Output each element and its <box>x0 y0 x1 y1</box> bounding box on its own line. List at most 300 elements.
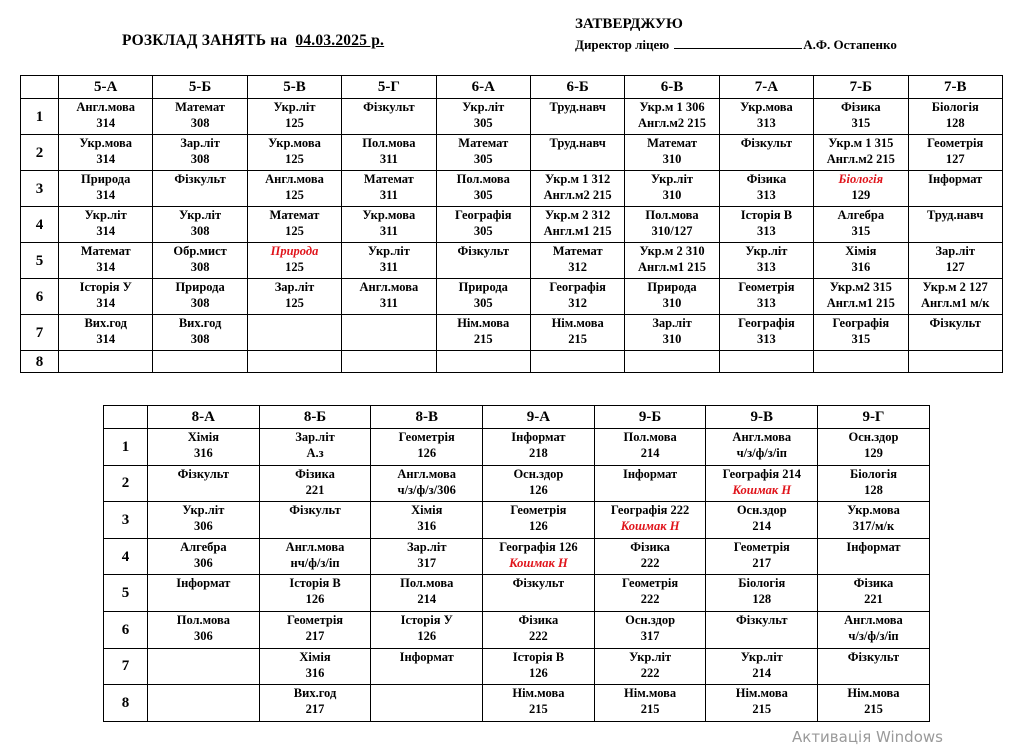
room-text: 308 <box>190 260 210 274</box>
lesson-cell <box>59 207 153 243</box>
room-text: 221 <box>305 482 325 497</box>
class-header: 7-Б <box>814 76 908 99</box>
lesson-row <box>21 135 1003 171</box>
lesson-cell <box>706 465 818 502</box>
subject-text: Укр.м 1 312 <box>545 172 611 186</box>
lesson-cell <box>259 538 371 575</box>
subject-text: Інформат <box>176 576 231 591</box>
subject-text: Зар.літ <box>274 280 315 294</box>
approval-signature-line <box>575 37 897 53</box>
room-text: 222 <box>640 665 660 680</box>
room-text: 313 <box>757 116 776 130</box>
room-text: 317 <box>640 628 660 643</box>
class-header: 9-А <box>483 406 595 429</box>
room-text: Англ.м1 215 <box>826 296 895 310</box>
subject-text: Фізкульт <box>512 576 565 591</box>
room-text: 129 <box>864 446 883 460</box>
subject-text: Біологія <box>738 576 786 591</box>
lesson-row <box>104 538 930 575</box>
room-text: 126 <box>529 519 548 534</box>
room-text: 126 <box>417 628 437 643</box>
lesson-cell <box>483 465 595 502</box>
subject-text: Пол.мова <box>176 612 230 627</box>
room-text: 316 <box>417 519 437 534</box>
class-header: 6-В <box>625 76 719 99</box>
room-text: 125 <box>285 116 304 130</box>
subject-text: Пол.мова <box>362 136 416 150</box>
lesson-cell <box>247 207 341 243</box>
room-text: 125 <box>285 260 304 274</box>
subject-text: Фізкульт <box>736 612 788 627</box>
class-header: 6-А <box>436 76 530 99</box>
lesson-cell <box>706 611 818 648</box>
lesson-number: 8 <box>21 351 59 373</box>
subject-text: Вих.год <box>293 686 337 701</box>
lesson-number: 2 <box>104 465 148 502</box>
lesson-number: 5 <box>104 575 148 612</box>
lesson-cell <box>483 429 595 466</box>
room-text: 215 <box>568 332 588 346</box>
subject-text: Укр.мова <box>740 100 793 114</box>
room-text: 126 <box>417 446 437 460</box>
lesson-cell <box>625 243 719 279</box>
subject-text: Осн.здор <box>848 430 899 444</box>
lesson-cell <box>59 279 153 315</box>
lesson-cell <box>483 685 595 722</box>
lesson-cell <box>247 135 341 171</box>
lesson-row <box>21 207 1003 243</box>
subject-text: Хімія <box>187 430 219 444</box>
lesson-number: 7 <box>104 648 148 685</box>
page-title <box>122 32 384 50</box>
lesson-cell <box>818 465 930 502</box>
subject-text: Нім.мова <box>457 316 510 330</box>
room-text: 308 <box>190 152 210 166</box>
subject-text: Укр.літ <box>651 172 694 186</box>
subject-text: Геометрія <box>927 136 984 150</box>
lesson-cell <box>153 351 247 373</box>
lesson-row <box>104 429 930 466</box>
lesson-cell <box>247 171 341 207</box>
lesson-cell <box>594 429 706 466</box>
lesson-cell <box>719 315 813 351</box>
lesson-cell <box>371 502 483 539</box>
room-text: 214 <box>752 665 772 680</box>
lesson-cell <box>371 538 483 575</box>
room-text: 308 <box>190 332 210 346</box>
subject-text: Інформат <box>622 466 678 481</box>
lesson-cell <box>719 279 813 315</box>
room-text: 311 <box>379 224 398 238</box>
room-text: ч/з/ф/з/іп <box>848 628 899 643</box>
class-header: 5-Г <box>342 76 436 99</box>
lesson-cell <box>530 243 624 279</box>
director-name: А.Ф. Остапенко <box>803 37 897 52</box>
room-text: 308 <box>190 296 210 310</box>
subject-text: Історія В <box>512 649 565 664</box>
subject-text: Географія <box>454 208 512 222</box>
lesson-cell <box>818 685 930 722</box>
lesson-cell <box>342 207 436 243</box>
lesson-cell <box>818 648 930 685</box>
room-text: 215 <box>473 332 493 346</box>
subject-text: Геометрія <box>733 539 790 554</box>
lesson-cell <box>247 243 341 279</box>
subject-text: Фізика <box>630 539 670 554</box>
room-text: 314 <box>96 224 116 238</box>
lesson-row <box>21 315 1003 351</box>
subject-text: Біологія <box>931 100 979 114</box>
room-text: 215 <box>752 702 772 717</box>
subject-text: Англ.мова <box>285 539 345 554</box>
lesson-cell <box>594 611 706 648</box>
lesson-row <box>104 575 930 612</box>
lesson-cell <box>436 135 530 171</box>
subject-text: Нім.мова <box>512 686 565 701</box>
subject-text: Геометрія <box>286 612 344 627</box>
lesson-cell <box>148 538 260 575</box>
lesson-cell <box>148 685 260 722</box>
lesson-cell <box>530 279 624 315</box>
subject-text: Англ.мова <box>265 172 324 186</box>
teacher-note: Кошмак Н <box>732 482 792 497</box>
lesson-cell <box>436 315 530 351</box>
teacher-note: Кошмак Н <box>509 555 568 570</box>
lesson-cell <box>594 502 706 539</box>
lesson-cell <box>153 315 247 351</box>
room-text: 222 <box>529 628 548 643</box>
subject-text: Укр.мова <box>268 136 321 150</box>
lesson-cell <box>814 207 908 243</box>
subject-text: Математ <box>647 136 697 150</box>
class-header: 5-А <box>59 76 153 99</box>
lesson-cell <box>59 243 153 279</box>
lesson-cell <box>153 171 247 207</box>
subject-text: Англ.мова <box>76 100 136 114</box>
room-text: 317/м/к <box>852 519 895 534</box>
subject-text: Укр.мова <box>847 503 900 518</box>
room-text: 125 <box>285 296 304 310</box>
lesson-number: 7 <box>21 315 59 351</box>
lesson-cell <box>342 243 436 279</box>
lesson-cell <box>436 243 530 279</box>
lesson-cell <box>148 502 260 539</box>
subject-text: Укр.літ <box>367 244 410 258</box>
lesson-cell <box>259 502 371 539</box>
subject-text: Історія В <box>740 208 793 222</box>
lesson-cell <box>908 99 1002 135</box>
subject-text: Укр.літ <box>182 503 225 518</box>
class-header: 9-В <box>706 406 818 429</box>
room-text: 215 <box>864 702 883 717</box>
lesson-cell <box>483 575 595 612</box>
subject-text: Зар.літ <box>295 430 335 444</box>
room-text: 305 <box>473 152 493 166</box>
lesson-cell <box>59 171 153 207</box>
schedule-date: 04.03.2025 р. <box>295 32 385 49</box>
room-text: 311 <box>379 152 398 166</box>
room-text: 312 <box>568 296 588 310</box>
lesson-number: 4 <box>104 538 148 575</box>
subject-text: Зар.літ <box>652 316 692 330</box>
subject-text: Хімія <box>845 244 877 258</box>
lesson-row <box>104 502 930 539</box>
class-header: 6-Б <box>530 76 624 99</box>
subject-text: Інформат <box>511 430 566 444</box>
room-text: 316 <box>851 260 871 274</box>
lesson-cell <box>818 502 930 539</box>
lesson-cell <box>530 135 624 171</box>
lesson-cell <box>148 429 260 466</box>
subject-text: Укр.літ <box>745 244 788 258</box>
lesson-cell <box>625 315 719 351</box>
subject-text: Математ <box>175 100 226 114</box>
lesson-cell <box>594 685 706 722</box>
lesson-cell <box>259 575 371 612</box>
lesson-cell <box>719 135 813 171</box>
subject-text: Укр.м 2 312 <box>545 208 611 222</box>
subject-text: Хімія <box>411 503 443 518</box>
subject-text: Математ <box>458 136 509 150</box>
subject-text: Природа <box>81 172 131 186</box>
lesson-cell <box>483 502 595 539</box>
room-text: 126 <box>305 592 325 607</box>
subject-text: Зар.літ <box>406 539 447 554</box>
lesson-cell <box>148 611 260 648</box>
room-text: 127 <box>945 260 965 274</box>
class-header: 5-В <box>247 76 341 99</box>
lesson-cell <box>706 502 818 539</box>
lesson-number: 3 <box>104 502 148 539</box>
room-text: 316 <box>305 665 325 680</box>
lesson-cell <box>436 351 530 373</box>
subject-text: Укр.літ <box>462 100 505 114</box>
room-text: 314 <box>96 296 116 310</box>
room-text: 315 <box>851 116 871 130</box>
room-text: 316 <box>193 446 213 460</box>
room-text: 317 <box>417 555 437 570</box>
lesson-cell <box>436 279 530 315</box>
lesson-cell <box>908 351 1002 373</box>
subject-text: Алгебра <box>837 208 885 222</box>
lesson-cell <box>247 315 341 351</box>
class-header: 7-В <box>908 76 1002 99</box>
subject-text: Пол.мова <box>645 208 699 222</box>
lesson-cell <box>342 315 436 351</box>
room-text: 314 <box>96 260 116 274</box>
windows-activation-watermark: Активація Windows <box>792 728 943 746</box>
class-header: 8-Б <box>259 406 371 429</box>
lesson-row <box>104 685 930 722</box>
lesson-cell <box>594 575 706 612</box>
lesson-cell <box>342 279 436 315</box>
lesson-row <box>104 611 930 648</box>
subject-text: Інформат <box>399 649 454 664</box>
room-text: 305 <box>473 188 493 202</box>
subject-text: Англ.мова <box>844 612 903 627</box>
room-text: 310 <box>662 296 682 310</box>
lesson-cell <box>719 243 813 279</box>
room-text: 305 <box>473 116 493 130</box>
subject-text: Зар.літ <box>180 136 220 150</box>
room-text: 311 <box>379 296 398 310</box>
lesson-cell <box>342 171 436 207</box>
room-text: Англ.м2 215 <box>826 152 895 166</box>
lesson-cell <box>371 429 483 466</box>
lesson-cell <box>436 99 530 135</box>
lesson-cell <box>594 648 706 685</box>
room-text: 313 <box>757 296 776 310</box>
subject-text: Пол.мова <box>456 172 510 186</box>
room-text: 222 <box>640 555 660 570</box>
lesson-cell <box>530 207 624 243</box>
title-text: РОЗКЛАД ЗАНЯТЬ на <box>122 32 288 49</box>
room-text: ч/з/ф/з/іп <box>736 446 787 460</box>
lesson-cell <box>719 171 813 207</box>
subject-text: Геометрія <box>398 430 455 444</box>
approval-heading: ЗАТВЕРДЖУЮ <box>575 16 683 32</box>
lesson-row <box>21 171 1003 207</box>
class-header: 5-Б <box>153 76 247 99</box>
room-text: 315 <box>851 224 871 238</box>
room-text: 214 <box>752 519 772 534</box>
subject-text: Укр.м 1 315 <box>828 136 894 150</box>
lesson-cell <box>371 611 483 648</box>
lesson-cell <box>625 171 719 207</box>
room-text: 128 <box>864 482 883 497</box>
subject-text: Пол.мова <box>623 430 677 444</box>
subject-text: Фізкульт <box>847 649 900 664</box>
room-text: 221 <box>864 592 883 607</box>
lesson-number: 6 <box>104 611 148 648</box>
subject-text: Укр.літ <box>629 649 672 664</box>
class-header: 7-А <box>719 76 813 99</box>
lesson-cell <box>59 99 153 135</box>
subject-text: Труд.навч <box>549 100 606 114</box>
lesson-cell <box>247 279 341 315</box>
subject-text: Геометрія <box>510 503 567 518</box>
subject-text: Фізкульт <box>177 466 230 481</box>
room-text: Англ.м2 215 <box>543 188 612 202</box>
subject-text: Біологія <box>849 466 897 481</box>
lesson-cell <box>908 135 1002 171</box>
room-text: 314 <box>96 188 116 202</box>
room-text: 312 <box>568 260 588 274</box>
lesson-cell <box>259 611 371 648</box>
lesson-number: 3 <box>21 171 59 207</box>
room-text: Англ.м1 215 <box>543 224 612 238</box>
subject-text: Укр.літ <box>84 208 127 222</box>
subject-text: Фізика <box>853 576 894 591</box>
lesson-cell <box>719 351 813 373</box>
subject-text: Математ <box>552 244 603 258</box>
lesson-row <box>104 648 930 685</box>
lesson-cell <box>153 207 247 243</box>
lesson-row <box>21 243 1003 279</box>
subject-text: Математ <box>80 244 131 258</box>
room-text: 126 <box>529 665 548 680</box>
lesson-cell <box>594 465 706 502</box>
lesson-cell <box>371 685 483 722</box>
subject-text: Осн.здор <box>625 612 676 627</box>
room-text: 214 <box>640 446 660 460</box>
subject-text: Укр.літ <box>740 649 783 664</box>
lesson-cell <box>625 135 719 171</box>
class-header: 8-А <box>148 406 260 429</box>
subject-text: Географія <box>549 280 606 294</box>
room-text: 311 <box>379 260 398 274</box>
lesson-cell <box>814 351 908 373</box>
lesson-cell <box>436 171 530 207</box>
lesson-row <box>21 279 1003 315</box>
subject-text: Труд.навч <box>927 208 984 222</box>
room-text: 305 <box>473 296 493 310</box>
room-text: 310 <box>662 152 682 166</box>
lesson-cell <box>153 279 247 315</box>
room-text: 313 <box>757 224 776 238</box>
lesson-row <box>104 465 930 502</box>
subject-text: Укр.м 2 310 <box>639 244 705 258</box>
room-text: 125 <box>285 188 304 202</box>
room-text: 315 <box>851 332 871 346</box>
lesson-cell <box>530 171 624 207</box>
lesson-cell <box>625 351 719 373</box>
room-text: 306 <box>193 628 213 643</box>
lesson-cell <box>148 575 260 612</box>
lesson-cell <box>371 465 483 502</box>
subject-text: Історія У <box>79 280 132 294</box>
room-text: 214 <box>417 592 437 607</box>
class-header: 8-В <box>371 406 483 429</box>
lesson-cell <box>625 279 719 315</box>
room-text: 217 <box>305 702 325 717</box>
lesson-cell <box>706 685 818 722</box>
room-text: 306 <box>193 519 213 534</box>
class-header: 9-Б <box>594 406 706 429</box>
lesson-row <box>21 99 1003 135</box>
lesson-cell <box>342 99 436 135</box>
subject-text: Біологія <box>838 172 884 186</box>
lesson-number: 8 <box>104 685 148 722</box>
room-text: 125 <box>285 224 304 238</box>
lesson-number: 2 <box>21 135 59 171</box>
subject-text: Укр.мова <box>79 136 133 150</box>
lesson-cell <box>706 538 818 575</box>
director-position: Директор ліцею <box>575 37 670 52</box>
room-text: 215 <box>529 702 548 717</box>
room-text: 128 <box>752 592 772 607</box>
lesson-cell <box>818 575 930 612</box>
subject-text: Фізика <box>746 172 787 186</box>
lesson-cell <box>530 99 624 135</box>
lesson-cell <box>908 243 1002 279</box>
room-text: А.з <box>306 446 324 460</box>
subject-text: Англ.мова <box>732 430 792 444</box>
lesson-cell <box>153 135 247 171</box>
lesson-number: 4 <box>21 207 59 243</box>
lesson-cell <box>530 315 624 351</box>
subject-text: Укр.літ <box>179 208 222 222</box>
subject-text: Фізкульт <box>174 172 226 186</box>
subject-text: Історія В <box>289 576 341 591</box>
subject-text: Фізкульт <box>929 316 981 330</box>
room-text: 311 <box>379 188 398 202</box>
lesson-cell <box>908 315 1002 351</box>
lesson-cell <box>908 279 1002 315</box>
lesson-cell <box>153 99 247 135</box>
class-header: 9-Г <box>818 406 930 429</box>
subject-text: Нім.мова <box>847 686 900 701</box>
